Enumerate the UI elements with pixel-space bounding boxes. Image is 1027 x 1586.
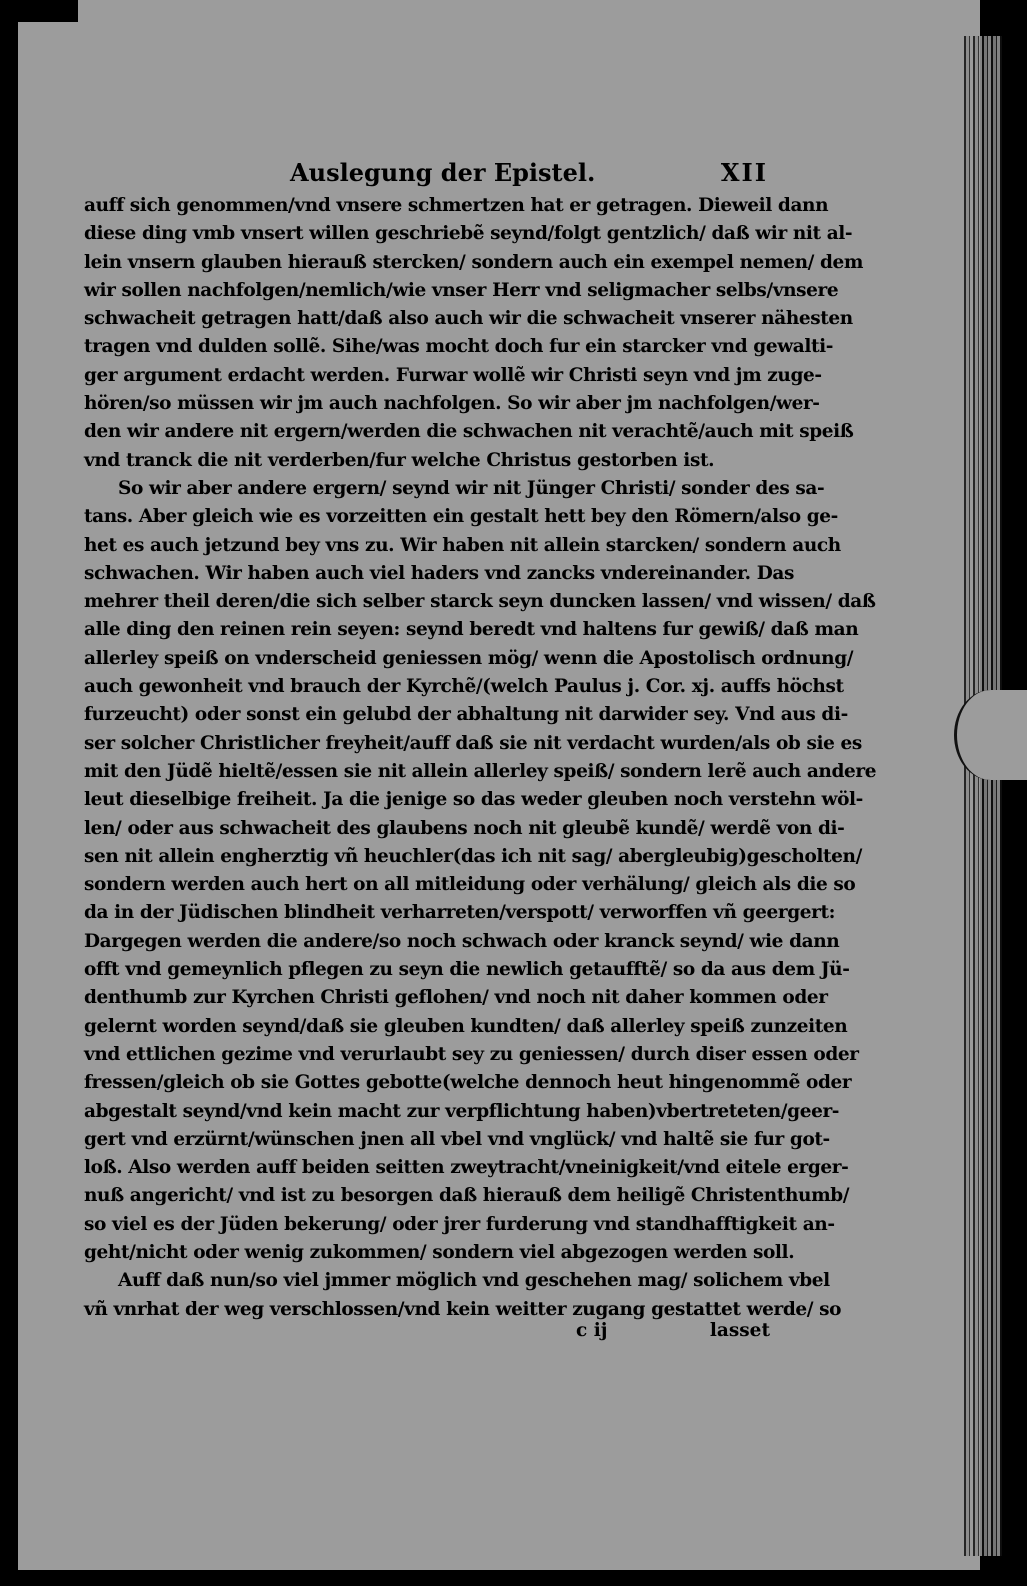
paragraph-start-line: Auff daß nun/so viel jmmer möglich vnd geschehen mag/ solichem vbel [118,1270,830,1292]
text-line: furzeucht) oder sonst ein gelubd der abhaltung nit darwider sey. Vnd aus di- [84,704,848,726]
text-line: den wir andere nit ergern/werden die schwachen nit verachtẽ/auch mit speiß [84,421,854,443]
text-line: auff sich genommen/vnd vnsere schmertzen hat er getragen. Dieweil dann [84,195,829,216]
text-line: fressen/gleich ob sie Gottes gebotte(welche dennoch heut hingenommẽ oder [84,1072,852,1094]
scan-corner [18,0,78,22]
text-line: so viel es der Jüden bekerung/ oder jrer furderung vnd standhafftigkeit an- [84,1213,835,1235]
text-line: hören/so müssen wir jm auch nachfolgen. So wir aber jm nachfolgen/wer- [84,393,820,415]
text-line: diese ding vmb vnsert willen geschriebẽ seynd/folgt gentzlich/ daß wir nit al- [84,223,853,245]
text-line: ger argument erdacht werden. Furwar wollẽ wir Christi seyn vnd jm zuge- [84,364,822,386]
text-line: mit den Jüdẽ hieltẽ/essen sie nit allein allerley speiß/ sondern lerẽ auch andere [84,760,877,782]
text-line: nuß angericht/ vnd ist zu besorgen daß hierauß dem heiligẽ Christenthumb/ [84,1185,850,1207]
text-line: wir sollen nachfolgen/nemlich/wie vnser Herr vnd seligmacher selbs/vnsere [84,279,839,301]
page-edge [964,36,1002,1556]
text-line: het es auch jetzund bey vns zu. Wir haben nit allein starcken/ sondern auch [84,534,841,556]
page-edge-bulge [954,690,1027,780]
text-line: denthumb zur Kyrchen Christi geflohen/ vnd noch nit daher kommen oder [84,987,828,1009]
signature-mark: c ij [576,1320,608,1341]
text-line: tans. Aber gleich wie es vorzeitten ein gestalt hett bey den Römern/also ge- [84,506,838,528]
text-line: sen nit allein engherztig vñ heuchler(das ich nit sag/ abergleubig)gescholten/ [84,845,862,867]
text-line: vnd tranck die nit verderben/fur welche Christus gestorben ist. [84,449,715,471]
text-line: sondern werden auch hert on all mitleidung oder verhälung/ gleich als die so [84,874,856,896]
text-line: allerley speiß on vnderscheid geniessen mög/ wenn die Apostolisch ordnung/ [84,647,854,669]
text-line: offt vnd gemeynlich pflegen zu seyn die newlich getaufftẽ/ so da aus dem Jü- [84,959,850,981]
text-line: geht/nicht oder wenig zukommen/ sondern viel abgezogen werden soll. [84,1241,795,1263]
text-line: mehrer theil deren/die sich selber starck seyn duncken lassen/ vnd wissen/ daß [84,591,876,613]
text-line: vñ vnrhat der weg verschlossen/vnd kein weitter zugang gestattet werde/ so [84,1298,842,1320]
text-line: leut dieselbige freiheit. Ja die jenige so das weder gleuben noch verstehn wöl- [84,789,863,811]
text-line: auch gewonheit vnd brauch der Kyrchẽ/(welch Paulus j. Cor. xj. auffs höchst [84,676,844,698]
text-line: tragen vnd dulden sollẽ. Sihe/was mocht doch fur ein starcker vnd gewalti- [84,336,833,358]
text-line: gelernt worden seynd/daß sie gleuben kundten/ daß allerley speiß zunzeiten [84,1015,848,1037]
page-footer [570,1320,770,1348]
text-line: abgestalt seynd/vnd kein macht zur verpflichtung haben)vbertreteten/geer- [84,1100,840,1122]
running-head: Auslegung der Epistel. [290,158,596,187]
text-line: schwacheit getragen hatt/daß also auch wir die schwacheit vnserer nähesten [84,308,853,330]
text-line: da in der Jüdischen blindheit verharreten/verspott/ verworffen vñ geergert: [84,902,836,924]
text-line: len/ oder aus schwacheit des glaubens noch nit gleubẽ kundẽ/ werdẽ von di- [84,817,845,839]
text-line: Dargegen werden die andere/so noch schwach oder kranck seynd/ wie dann [84,930,840,952]
text-line: loß. Also werden auff beiden seitten zweytracht/vneinigkeit/vnd eitele erger- [84,1157,849,1179]
paragraph-start-line: So wir aber andere ergern/ seynd wir nit Jünger Christi/ sonder des sa- [118,477,825,499]
page-header [290,158,768,190]
text-line: alle ding den reinen rein seyen: seynd beredt vnd haltens fur gewiß/ daß man [84,619,859,641]
text-line: schwachen. Wir haben auch viel haders vnd zancks vndereinander. Das [84,562,794,584]
text-line: ser solcher Christlicher freyheit/auff daß sie nit verdacht wurden/als ob sie es [84,732,862,754]
catchword: lasset [709,1320,770,1341]
folio-number: XII [720,158,768,187]
text-line: gert vnd erzürnt/wünschen jnen all vbel vnd vnglück/ vnd haltẽ sie fur got- [84,1128,830,1150]
text-line: vnd ettlichen gezime vnd verurlaubt sey zu geniessen/ durch diser essen oder [84,1043,859,1065]
body-text [84,192,877,1324]
text-line: lein vnsern glauben hierauß stercken/ sondern auch ein exempel nemen/ dem [84,251,864,273]
